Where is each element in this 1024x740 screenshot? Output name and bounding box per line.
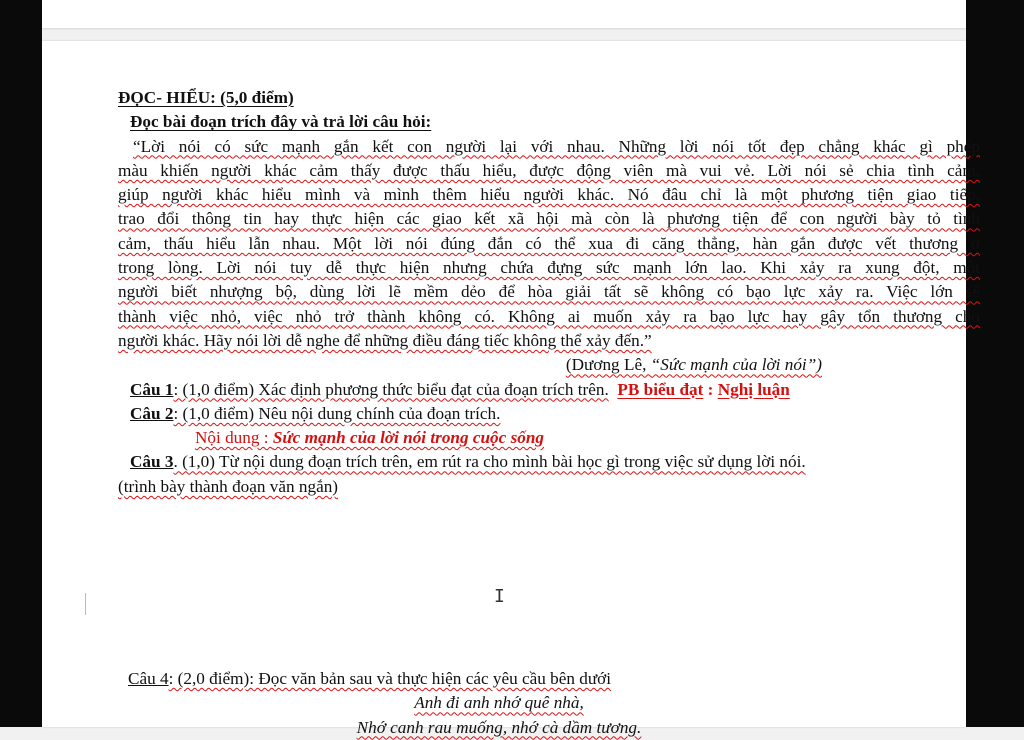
left-frame-border: [0, 0, 42, 727]
question-3: [118, 450, 980, 474]
question-1-answer-label: PB biểu đạt: [617, 379, 704, 399]
passage-line: thành việc nhỏ, việc nhỏ trở thành không có. Không ai muốn xảy ra bạo lực hay gây tổn thương cho: [118, 306, 980, 326]
question-1-text: : (1,0 điểm) Xác định phương thức biểu đạt của đoạn trích trên.: [173, 379, 609, 399]
question-3-text: . (1,0) Từ nội dung đoạn trích trên, em rút ra cho mình bài học gì trong việc sử dụng lời nói.: [173, 452, 806, 472]
margin-mark: [85, 593, 86, 615]
question-1-label: Câu 1: [130, 379, 174, 399]
source-title: “Sức mạnh của lời nói”): [650, 355, 822, 375]
question-1-answer-separator: :: [703, 379, 718, 399]
passage-line: màu khiến người khác cảm thấy được thấu hiểu, được động viên mà vui vẻ. Lời nói sẻ chia tình cảm,: [118, 160, 980, 180]
text-cursor-icon: I: [494, 586, 505, 607]
question-2: [118, 402, 980, 426]
question-2-answer-label: Nội dung :: [195, 428, 273, 448]
previous-page: [42, 0, 966, 28]
passage-line: người biết nhượng bộ, dùng lời lẽ mềm dẻo để hòa giải tất sẽ không có bạo lực xảy ra. Việc lớn sẽ: [118, 282, 980, 302]
passage-line: người khác. Hãy nói lời dễ nghe để những điều đáng tiếc không thể xảy đến.”: [118, 330, 652, 350]
question-4-label: Câu 4: [128, 669, 169, 688]
passage-source: [118, 353, 980, 377]
document-content[interactable]: [118, 86, 980, 737]
passage-line: “Lời nói có sức mạnh gắn kết con người lại với nhau. Những lời nói tốt đẹp chẳng khác gì phép: [133, 136, 980, 156]
passage-line: trong lòng. Lời nói tuy dễ thực hiện nhưng chứa đựng sức mạnh lớn lao. Khi xảy ra xung đột, một: [118, 258, 980, 278]
passage-line: cảm, thấu hiểu lẫn nhau. Một lời nói đúng đắn có thể xua đi căng thẳng, hàn gắn được vết thương ở: [118, 233, 980, 253]
passage-line: giúp người khác hiểu mình và mình thêm hiểu người khác. Nó đâu chỉ là một phương tiện giao tiếp,: [118, 185, 980, 205]
question-3-label: Câu 3: [130, 452, 174, 472]
poem-line: Anh đi anh nhớ quê nhà,: [414, 693, 584, 713]
question-4: [128, 667, 980, 691]
document-page[interactable]: [42, 41, 980, 737]
source-author: (Dương Lê,: [565, 355, 651, 375]
question-2-answer-value: Sức mạnh của lời nói trong cuộc sống: [272, 428, 545, 448]
section-heading: [118, 86, 980, 110]
poem-line: Nhớ canh rau muống, nhớ cà dầm tương.: [356, 717, 642, 737]
instruction: [118, 110, 980, 134]
question-4-text: : (2,0 điểm): Đọc văn bản sau và thực hiện các yêu cầu bên dưới: [168, 669, 612, 688]
instruction-text: Đọc bài đoạn trích đây và trả lời câu hỏi:: [130, 112, 432, 132]
question-2-label: Câu 2: [130, 403, 174, 423]
passage-line: trao đổi thông tin hay thực hiện các giao kết xã hội mà còn là phương tiện để con người bày tỏ tình: [118, 209, 980, 229]
question-3-continuation: (trình bày thành đoạn văn ngắn): [118, 476, 339, 496]
question-1-answer-value: Nghị luận: [717, 379, 790, 399]
question-1: [118, 378, 980, 402]
heading-text: ĐỌC- HIỂU: (5,0 điểm): [118, 88, 294, 107]
question-2-answer: [118, 426, 980, 450]
question-2-text: : (1,0 điểm) Nêu nội dung chính của đoạn trích.: [173, 403, 501, 423]
